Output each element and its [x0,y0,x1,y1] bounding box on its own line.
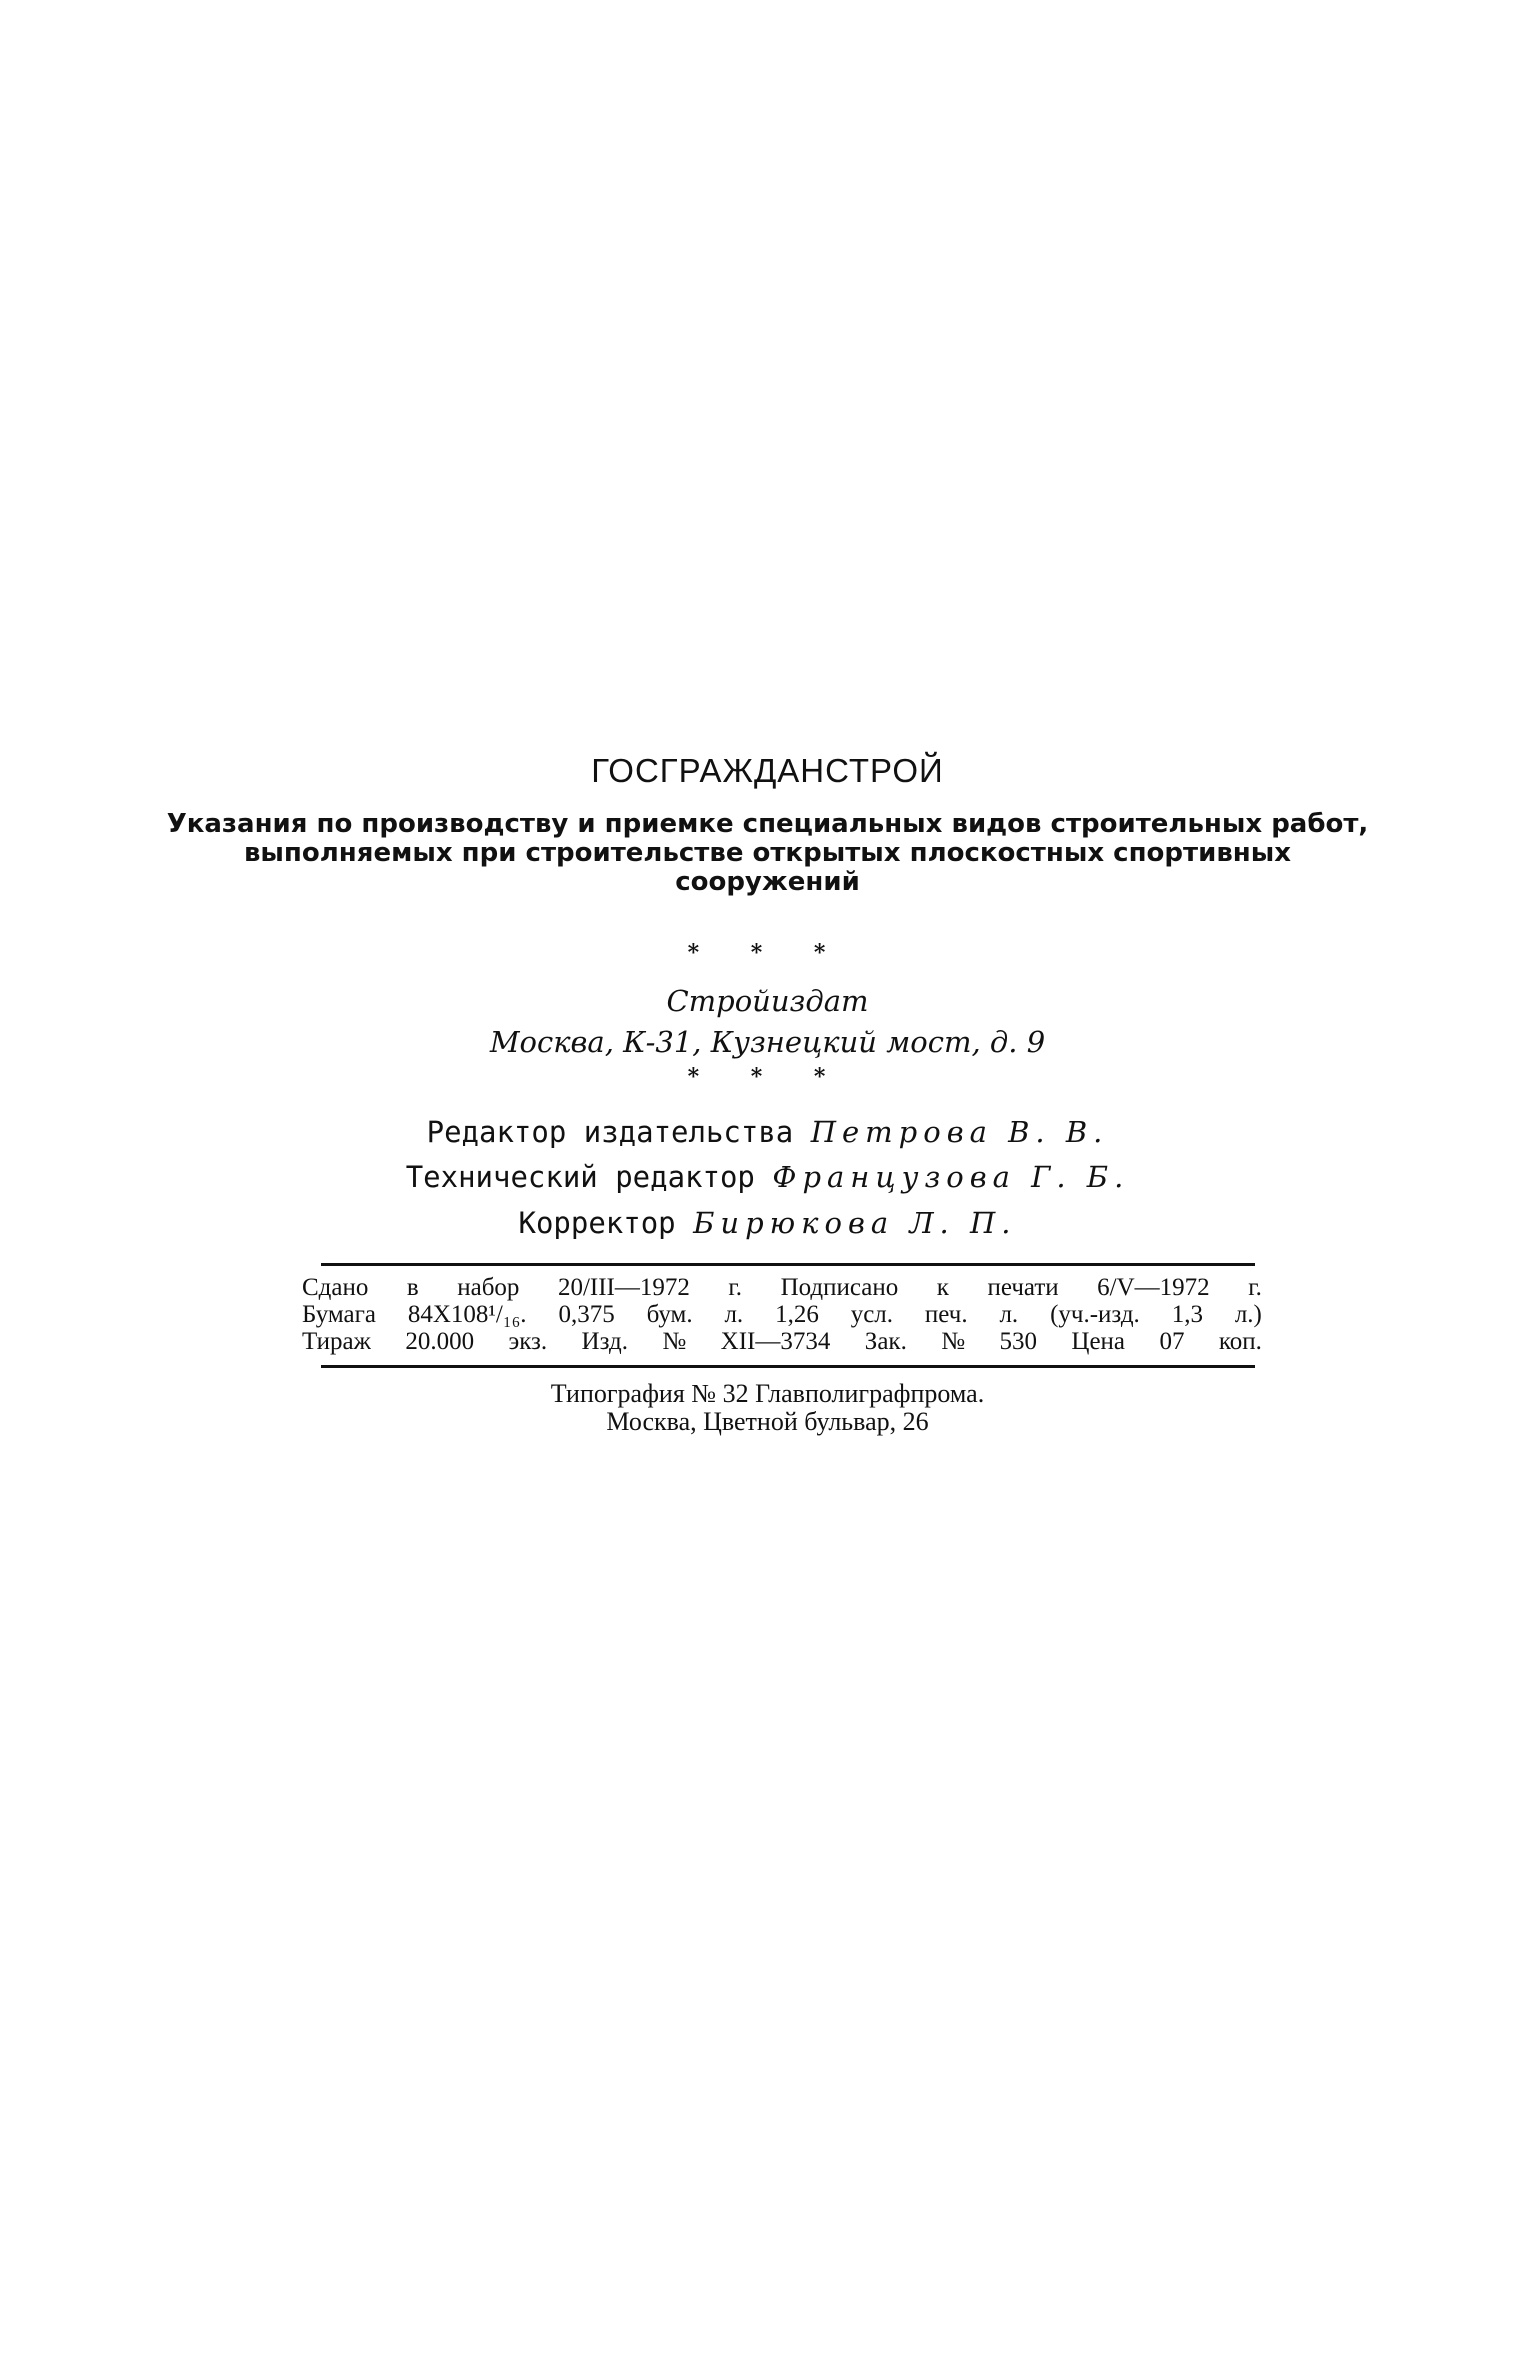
imprint-word: бум. [646,1301,693,1328]
imprint-line [302,1328,1262,1355]
credit-person: Бирюкова Л. П. [693,1206,1017,1240]
imprint-word: г. [728,1274,743,1301]
imprint-word: 20/III—1972 [557,1274,690,1301]
imprint-word: Цена [1071,1328,1126,1355]
imprint-word: № [941,1328,966,1355]
imprint-word: печати [987,1274,1059,1301]
imprint-word: набор [457,1274,520,1301]
imprint-word: к [936,1274,949,1301]
imprint-word: 20.000 [405,1328,475,1355]
divider-rule [321,1263,1255,1266]
imprint-word: (уч.-изд. [1050,1301,1140,1328]
imprint-word: Подписано [780,1274,899,1301]
imprint-word: экз. [508,1328,548,1355]
imprint-word: № [662,1328,687,1355]
publisher-name: Стройиздат [666,984,869,1018]
imprint-word: коп. [1218,1328,1262,1355]
credit-editor [0,1115,1535,1149]
imprint-word: Зак. [864,1328,907,1355]
credit-person: Петрова В. В. [810,1115,1109,1149]
imprint-word: 84X108¹/₁₆. [407,1301,527,1328]
printer-line: Москва, Цветной бульвар, 26 [606,1407,929,1436]
imprint-word: Сдано [302,1274,369,1301]
imprint-word: 6/V—1972 [1097,1274,1210,1301]
divider-rule [321,1365,1255,1368]
document-title-line: Указания по производству и приемке специальных видов строительных работ, [166,809,1369,839]
imprint-word: Бумага [302,1301,376,1328]
imprint-word: 530 [999,1328,1037,1355]
organization-heading: ГОСГРАЖДАНСТРОЙ [591,752,944,789]
document-title-line: выполняемых при строительстве открытых плоскостных спортивных [243,838,1292,868]
imprint-line [302,1301,1262,1328]
credit-role: Корректор [518,1206,676,1240]
imprint-word: XII—3734 [720,1328,831,1355]
document-title [0,810,1535,897]
imprint-word: 07 [1159,1328,1185,1355]
printer-line: Типография № 32 Главполиграфпрома. [550,1379,985,1408]
imprint-word: в [406,1274,419,1301]
section-separator: * * * [687,940,848,966]
imprint-word: л.) [1234,1301,1262,1328]
publisher-address: Москва, К-31, Кузнецкий мост, д. 9 [489,1025,1046,1059]
imprint-word: 0,375 [558,1301,615,1328]
credit-role: Редактор издательства [426,1115,794,1149]
imprint-block [302,1274,1262,1355]
imprint-word: л. [999,1301,1019,1328]
imprint-line [302,1274,1262,1301]
imprint-word: Тираж [302,1328,371,1355]
imprint-word: 1,26 [775,1301,819,1328]
section-separator: * * * [687,1064,848,1090]
imprint-word: г. [1248,1274,1262,1301]
imprint-word: усл. [850,1301,894,1328]
imprint-word: 1,3 [1171,1301,1203,1328]
credit-role: Технический редактор [405,1160,755,1194]
credit-proofreader [0,1206,1535,1240]
document-title-line: сооружений [675,867,860,897]
imprint-word: печ. [924,1301,968,1328]
credit-technical-editor [0,1160,1535,1194]
imprint-word: Изд. [581,1328,628,1355]
imprint-word: л. [724,1301,744,1328]
printer-info [0,1380,1535,1436]
credit-person: Французова Г. Б. [772,1160,1130,1194]
